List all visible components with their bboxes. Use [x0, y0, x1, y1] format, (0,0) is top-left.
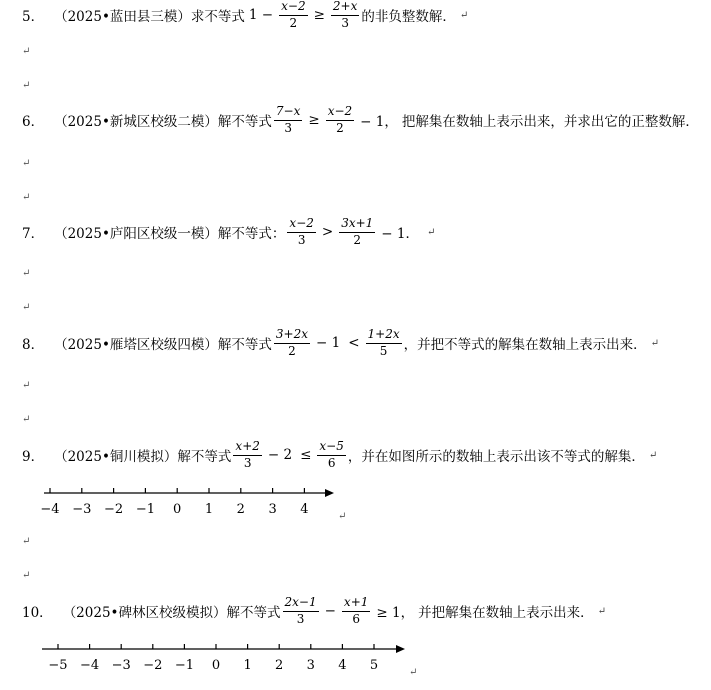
paragraph-mark: ↵: [22, 302, 31, 313]
fraction: [331, 0, 359, 31]
axis-tick-label: 0: [173, 502, 182, 517]
fraction-numerator: x+1: [342, 596, 370, 612]
axis-arrow-icon: [325, 489, 334, 497]
paragraph-mark: ↵: [22, 268, 31, 279]
problem-text-tail: 并把解集在数轴上表示出来．: [418, 605, 594, 622]
axis-tick-label: 0: [211, 658, 221, 673]
paragraph-mark: ↵: [22, 380, 31, 391]
fraction: [317, 440, 345, 471]
problem-9: [22, 440, 657, 471]
paragraph-mark: ↵: [22, 536, 31, 547]
fraction-denominator: 6: [327, 455, 336, 470]
fraction-numerator: x−2: [287, 217, 315, 233]
fraction-denominator: 2: [353, 232, 362, 247]
axis-tick-label: −4: [40, 502, 60, 517]
axis-tick-label: −1: [174, 658, 194, 673]
problem-source: （2025•铜川模拟）: [54, 449, 178, 466]
constant-term: 1 −: [248, 7, 274, 24]
fraction-denominator: 3: [296, 611, 305, 626]
fraction-numerator: 2+x: [331, 0, 359, 16]
axis-tick-label: 4: [338, 658, 347, 673]
fraction-denominator: 6: [352, 611, 360, 626]
problem-number: 9．: [22, 449, 45, 466]
fraction-numerator: 3+2x: [274, 328, 310, 344]
problem-7: [22, 217, 435, 248]
paragraph-mark: ↵: [648, 449, 658, 461]
number-line-9: [0, 478, 380, 523]
fraction: [339, 217, 375, 248]
paragraph-mark: ↵: [22, 46, 31, 57]
fraction-denominator: 5: [379, 343, 388, 358]
problem-text: 解不等式: [217, 337, 272, 354]
fraction-numerator: x−5: [317, 440, 345, 456]
fraction: [283, 596, 319, 627]
axis-tick-label: 4: [300, 502, 309, 517]
axis-tick-label: 3: [268, 502, 277, 517]
problem-number: 5．: [22, 9, 45, 26]
axis-tick-label: 3: [306, 658, 315, 673]
axis-tick-label: −2: [104, 502, 124, 517]
problem-text: 解不等式: [226, 605, 281, 622]
axis-tick-label: 1: [243, 658, 252, 673]
fraction-denominator: 3: [341, 15, 349, 30]
axis-tick-label: 2: [275, 658, 284, 673]
fraction-denominator: 2: [336, 120, 344, 135]
fraction-denominator: 2: [288, 343, 296, 358]
number-line-10: [0, 634, 430, 684]
fraction-numerator: x−2: [326, 105, 354, 121]
lhs-tail: − 2: [267, 447, 293, 464]
relation-sign: ≥: [308, 112, 320, 129]
problem-text: 解不等式：: [217, 226, 286, 243]
minus-sign: −: [324, 603, 336, 620]
paragraph-mark: ↵: [650, 337, 660, 349]
fraction-numerator: 2x−1: [283, 596, 319, 612]
axis-tick-label: −4: [80, 658, 100, 673]
problem-text-tail: 把解集在数轴上表示出来，并求出它的正整数解．: [401, 114, 699, 131]
fraction-denominator: 3: [243, 455, 252, 470]
paragraph-mark: ↵: [22, 570, 31, 581]
paragraph-mark: ↵: [597, 605, 606, 617]
fraction-numerator: x−2: [279, 0, 307, 16]
fraction: [326, 105, 354, 136]
paragraph-mark: ↵: [427, 226, 436, 238]
fraction-numerator: 3x+1: [339, 217, 375, 233]
problem-text: 求不等式: [190, 9, 245, 26]
problem-source: （2025•碑林区校级模拟）: [62, 605, 227, 622]
fraction: [366, 328, 402, 359]
problem-8: [22, 328, 659, 359]
problem-6: [22, 105, 699, 136]
fraction-numerator: 1+2x: [366, 328, 402, 344]
problem-10: [22, 596, 606, 627]
fraction-denominator: 3: [284, 120, 292, 135]
problem-text: 解不等式: [177, 449, 232, 466]
problem-number: 10．: [22, 605, 53, 622]
problem-source: （2025•雁塔区校级四模）: [54, 337, 218, 354]
fraction: [342, 596, 370, 627]
paragraph-mark: ↵: [459, 9, 469, 21]
problem-number: 8．: [22, 337, 45, 354]
paragraph-mark: ↵: [22, 192, 31, 203]
paragraph-mark: ↵: [22, 158, 31, 169]
axis-tick-label: −5: [48, 658, 68, 673]
problem-text-tail: ，并在如图所示的数轴上表示出该不等式的解集．: [347, 449, 645, 466]
lhs-tail: − 1: [316, 335, 341, 352]
problem-5: [22, 0, 468, 31]
axis-tick-label: 5: [369, 658, 379, 673]
axis-tick-label: −2: [143, 658, 163, 673]
relation-sign: ≥: [313, 7, 325, 24]
fraction: [274, 328, 310, 359]
axis-tick-label: 1: [204, 502, 214, 517]
paragraph-mark: ↵: [22, 414, 31, 425]
relation-sign: ≤: [300, 447, 312, 464]
rhs-tail: ≥ 1，: [376, 605, 415, 622]
fraction: [233, 440, 261, 471]
relation-sign: >: [321, 224, 334, 241]
problem-text: 解不等式: [217, 114, 272, 131]
axis-tick-label: −3: [111, 658, 131, 673]
problem-number: 6．: [22, 114, 45, 131]
problem-source: （2025•蓝田县三模）: [54, 9, 191, 26]
axis-tick-label: −1: [135, 502, 155, 517]
problem-source: （2025•新城区校级二模）: [54, 114, 218, 131]
fraction: [274, 105, 302, 136]
rhs-tail: − 1，: [360, 114, 398, 131]
problem-number: 7．: [22, 226, 45, 243]
fraction: [287, 217, 315, 248]
paragraph-mark: ↵: [22, 80, 31, 91]
fraction: [279, 0, 307, 31]
fraction-numerator: x+2: [233, 440, 261, 456]
fraction-denominator: 2: [289, 15, 298, 30]
fraction-denominator: 3: [297, 232, 306, 247]
rhs-tail: − 1．: [381, 226, 419, 243]
axis-tick-label: −3: [72, 502, 92, 517]
axis-tick-label: 2: [236, 502, 245, 517]
problem-source: （2025•庐阳区校级一模）: [54, 226, 218, 243]
problem-text-tail: 的非负整数解．: [361, 9, 456, 26]
fraction-numerator: 7−x: [274, 105, 302, 121]
relation-sign: <: [348, 335, 360, 352]
paragraph-mark: ↵: [409, 667, 418, 678]
problem-text-tail: ，并把不等式的解集在数轴上表示出来．: [403, 337, 647, 354]
axis-arrow-icon: [396, 645, 405, 653]
paragraph-mark: ↵: [338, 511, 347, 522]
